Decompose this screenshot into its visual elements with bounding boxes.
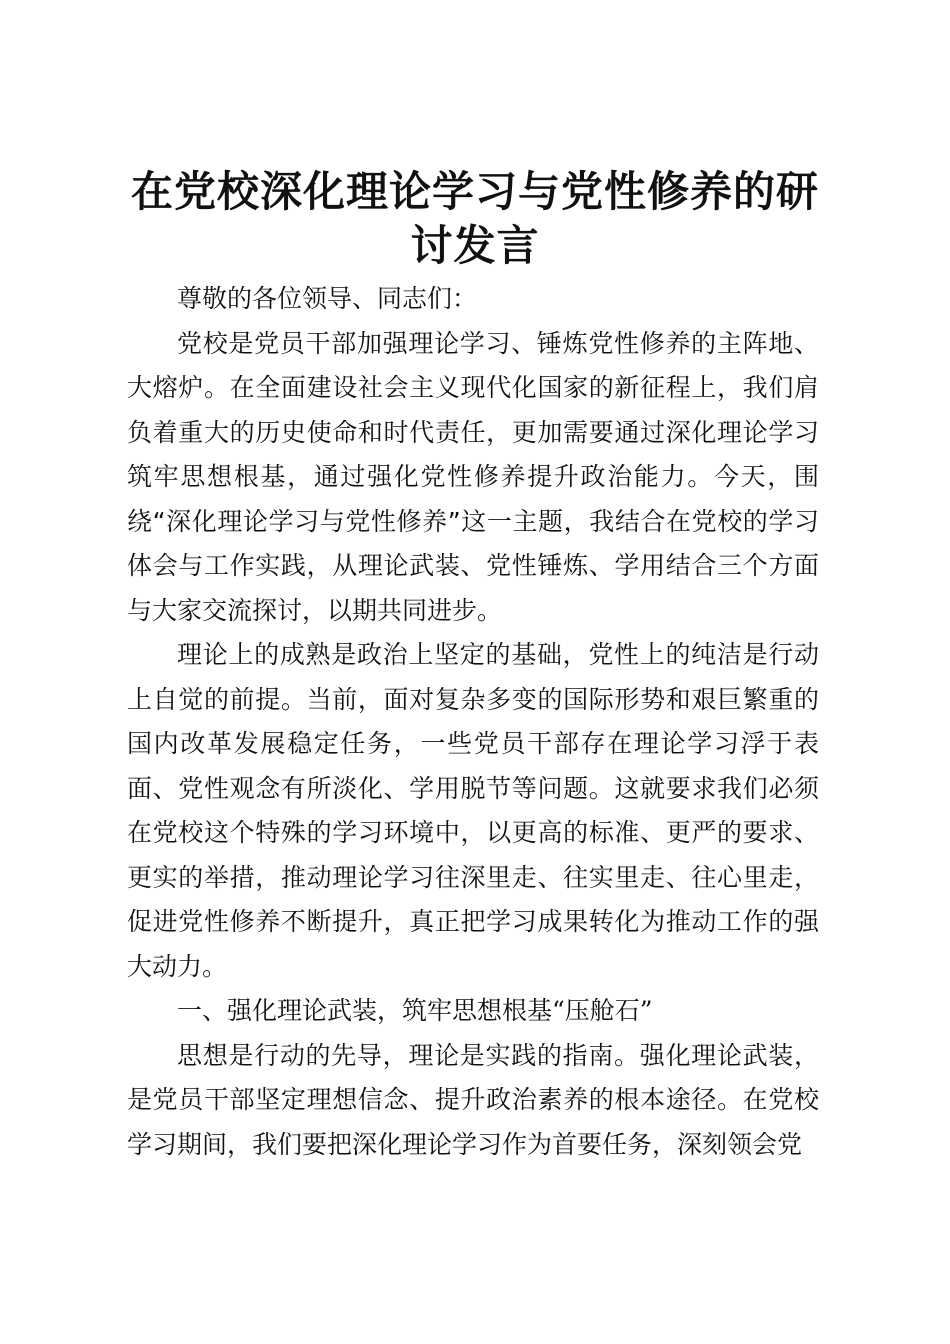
salutation: 尊敬的各位领导、同志们： (177, 284, 478, 313)
section-heading: 一、强化理论武装，筑牢思想根基“压舱石” (177, 996, 653, 1025)
section-paragraph: 思想是行动的先导，理论是实践的指南。强化理论武装，是党员干部坚定理想信念、提升政治素养的根本途径。在党校学习期间，我们要把深化理论学习作为首要任务，深刻领会党 (127, 1040, 819, 1159)
paragraph-background: 理论上的成熟是政治上坚定的基础，党性上的纯洁是行动上自觉的前提。当前，面对复杂多变的国际形势和艰巨繁重的国内改革发展稳定任务，一些党员干部存在理论学习浮于表面、党性观念有所淡化、学用脱节等问题。这就要求我们必须在党校这个特殊的学习环境中，以更高的标准、更严的要求、更实的举措，推动理论学习往深里走、往实里走、往心里走，促进党性修养不断提升，真正把学习成果转化为推动工作的强大动力。 (127, 640, 819, 981)
paragraph-intro: 党校是党员干部加强理论学习、锤炼党性修养的主阵地、大熔炉。在全面建设社会主义现代化国家的新征程上，我们肩负着重大的历史使命和时代责任，更加需要通过深化理论学习筑牢思想根基，通过强化党性修养提升政治能力。今天，围绕“深化理论学习与党性修养”这一主题，我结合在党校的学习体会与工作实践，从理论武装、党性锤炼、学用结合三个方面与大家交流探讨，以期共同进步。 (127, 328, 819, 625)
document-body (127, 277, 819, 1167)
document-title: 在党校深化理论学习与党性修养的研讨发言 (130, 167, 819, 270)
